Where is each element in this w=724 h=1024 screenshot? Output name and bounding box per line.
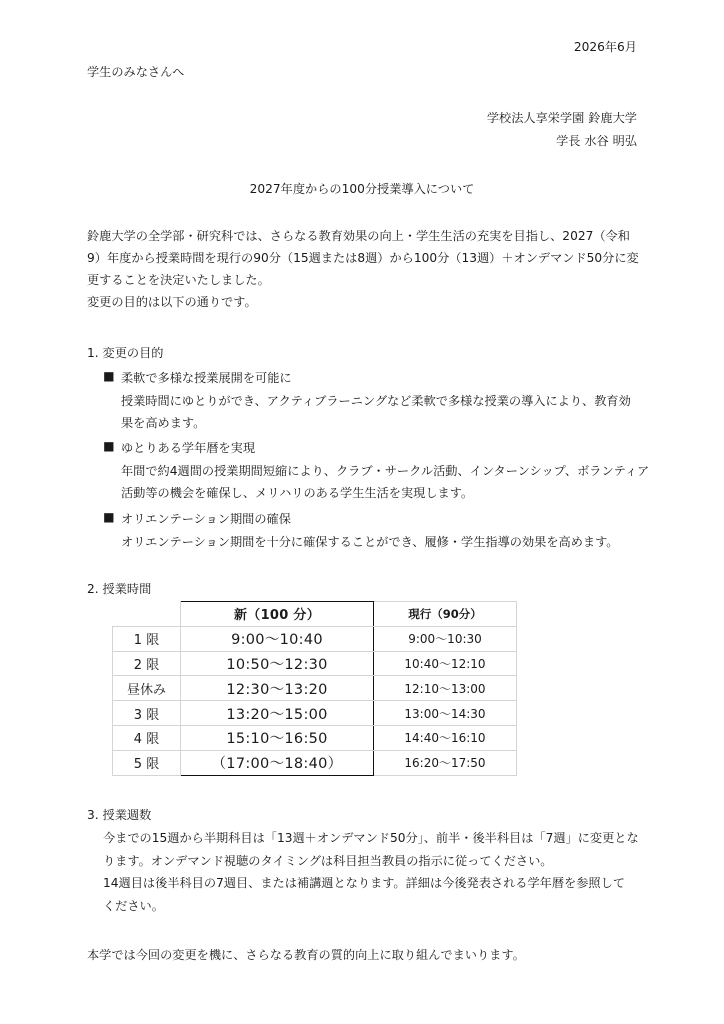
current-time-cell: 16:20～17:50 (374, 750, 517, 775)
sender-president: 学長 水谷 明弘 (556, 134, 637, 148)
bullet-square: ■ (103, 439, 115, 453)
desc-line: 活動等の機会を確保し、メリハリのある学生生活を実現します。 (121, 486, 474, 500)
intro-line: 変更の目的は以下の通りです。 (87, 295, 257, 309)
purpose-item-title: オリエンテーション期間の確保 (121, 512, 291, 526)
current-time-cell: 12:10～13:00 (374, 676, 517, 701)
section3-line: 今までの15週から半期科目は「13週＋オンデマンド50分」、前半・後半科目は「7週」に変更とな (103, 831, 639, 845)
purpose-item-title: 柔軟で多様な授業展開を可能に (121, 371, 292, 385)
purpose-item-desc (121, 460, 649, 504)
section3-line: ください。 (103, 898, 164, 913)
current-time-cell: 10:40～12:10 (374, 651, 517, 676)
header-current-schedule: 現行（90分） (374, 602, 517, 627)
table-row (113, 725, 517, 750)
new-time-cell: 10:50～12:30 (181, 651, 374, 676)
bullet-square: ■ (103, 369, 115, 383)
new-time-cell: 13:20～15:00 (181, 701, 374, 726)
intro-line: 更することを決定いたしました。 (87, 273, 270, 287)
new-time-cell: （17:00～18:40） (181, 750, 374, 775)
intro-line: 鈴鹿大学の全学部・研究科では、さらなる教育効果の向上・学生生活の充実を目指し、2027（令和 (87, 229, 630, 243)
table-row (113, 626, 517, 651)
table-row (113, 701, 517, 726)
table-row (113, 651, 517, 676)
bullet-square: ■ (103, 510, 115, 524)
period-cell: 5 限 (113, 750, 181, 775)
new-time-cell: 15:10～16:50 (181, 725, 374, 750)
current-time-cell: 14:40～16:10 (374, 725, 517, 750)
sender-organization: 学校法人享栄学園 鈴鹿大学 (486, 111, 637, 125)
desc-line: 年間で約4週間の授業期間短縮により、クラブ・サークル活動、インターンシップ、ボランティア (121, 464, 650, 478)
header-new-schedule: 新（100 分） (181, 602, 374, 627)
section3-heading: 3. 授業週数 (87, 808, 152, 822)
period-cell: 3 限 (113, 701, 181, 726)
table-row (113, 750, 517, 775)
intro-paragraph (87, 225, 639, 313)
table-row (113, 676, 517, 701)
section3-paragraph (103, 827, 639, 917)
section3-line: 14週目は後半科目の7週目、または補講週となります。詳細は今後発表される学年暦を参照して (103, 876, 625, 891)
current-time-cell: 13:00～14:30 (374, 701, 517, 726)
section1-heading: 1. 変更の目的 (87, 346, 164, 360)
header-blank-cell (113, 602, 181, 627)
period-cell: 4 限 (113, 725, 181, 750)
desc-line: オリエンテーション期間を十分に確保することができ、履修・学生指導の効果を高めます。 (121, 535, 619, 549)
new-time-cell: 12:30～13:20 (181, 676, 374, 701)
addressee: 学生のみなさんへ (87, 65, 185, 79)
section3-line: ります。オンデマンド視聴のタイミングは科目担当教員の指示に従ってください。 (103, 853, 553, 868)
purpose-item-desc (121, 390, 631, 434)
purpose-item-desc (121, 531, 619, 553)
period-cell: 2 限 (113, 651, 181, 676)
purpose-item-title: ゆとりある学年暦を実現 (121, 441, 256, 455)
new-time-cell: 9:00～10:40 (181, 626, 374, 651)
document-title: 2027年度からの100分授業導入について (249, 182, 475, 196)
period-cell: 1 限 (113, 626, 181, 651)
period-cell: 昼休み (113, 676, 181, 701)
current-time-cell: 9:00～10:30 (374, 626, 517, 651)
desc-line: 果を高めます。 (121, 416, 206, 430)
section2-heading: 2. 授業時間 (87, 582, 152, 596)
class-time-table (112, 601, 517, 776)
intro-line: 9）年度から授業時間を現行の90分（15週または8週）から100分（13週）＋オンデマンド50分に変 (87, 251, 639, 265)
table-header-row (113, 602, 517, 627)
desc-line: 授業時間にゆとりができ、アクティブラーニングなど柔軟で多様な授業の導入により、教育効 (121, 394, 631, 408)
closing-statement: 本学では今回の変更を機に、さらなる教育の質的向上に取り組んでまいります。 (87, 948, 525, 962)
letter-date: 2026年6月 (573, 40, 637, 54)
